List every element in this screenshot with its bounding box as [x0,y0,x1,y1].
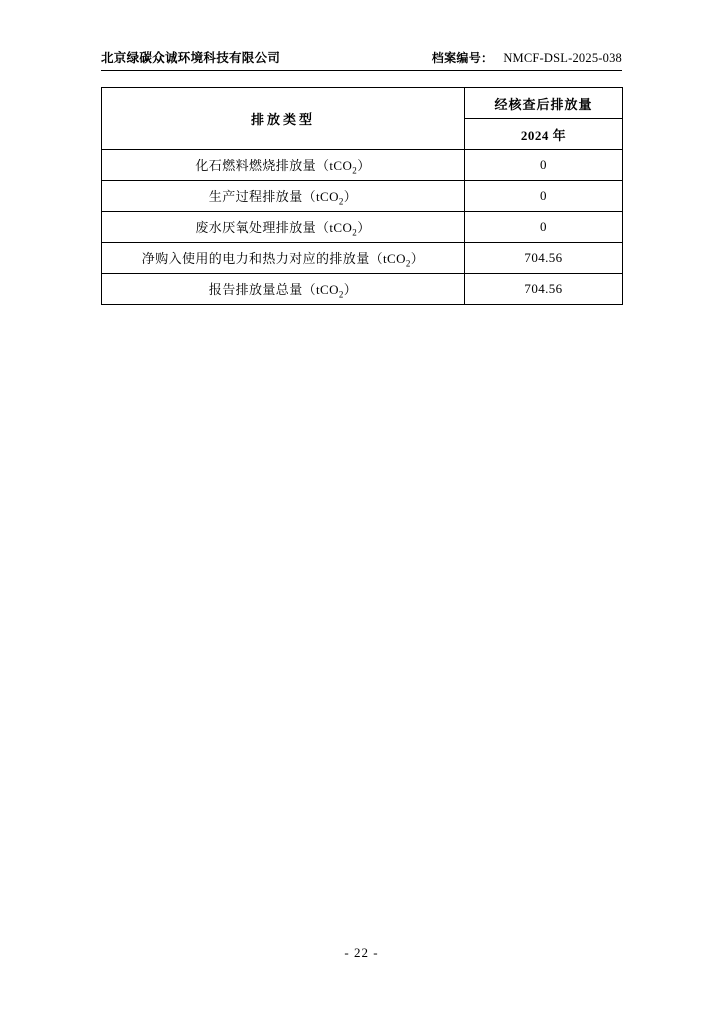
header-cell-value: 经核查后排放量 [465,88,623,119]
row-label-tail: ） [357,219,371,235]
row-label [102,274,465,305]
row-label-sub: 2 [405,258,411,269]
row-value: 704.56 [465,243,623,274]
row-label-text: 化石燃料燃烧排放量（tCO [195,157,353,173]
row-label-sub: 2 [338,289,344,300]
table-header-row [102,88,623,119]
row-label-tail: ） [410,250,425,266]
document-number-group [432,49,622,66]
row-label-sub: 2 [352,165,358,176]
page-header [101,48,622,66]
row-value: 0 [465,181,623,212]
row-value: 704.56 [465,274,623,305]
row-label [102,212,465,243]
row-label [102,181,465,212]
row-value: 0 [465,150,623,181]
row-label-tail: ） [357,157,371,173]
row-label-text: 净购入使用的电力和热力对应的排放量（tCO [141,250,406,266]
emission-table-container [101,87,622,305]
row-label [102,150,465,181]
row-label-tail: ） [343,188,358,204]
document-number-value: NMCF-DSL-2025-038 [503,51,622,65]
table-row [102,243,623,274]
row-label-text: 报告排放量总量（tCO [208,281,339,297]
emission-table [101,87,623,305]
table-row [102,274,623,305]
row-label-sub: 2 [338,196,344,207]
header-cell-year: 2024 年 [465,119,623,150]
header-divider [101,70,622,71]
page-number: - 22 - [344,945,379,960]
page-footer [0,945,723,961]
row-label-text: 生产过程排放量（tCO [208,188,339,204]
table-row [102,150,623,181]
table-row [102,181,623,212]
row-value: 0 [465,212,623,243]
header-cell-type: 排放类型 [102,88,465,150]
row-label [102,243,465,274]
row-label-text: 废水厌氧处理排放量（tCO [195,219,353,235]
company-name: 北京绿碳众诚环境科技有限公司 [101,51,281,65]
row-label-sub: 2 [352,227,358,238]
row-label-tail: ） [343,281,358,297]
document-number-label: 档案编号： [431,51,494,65]
table-row [102,212,623,243]
